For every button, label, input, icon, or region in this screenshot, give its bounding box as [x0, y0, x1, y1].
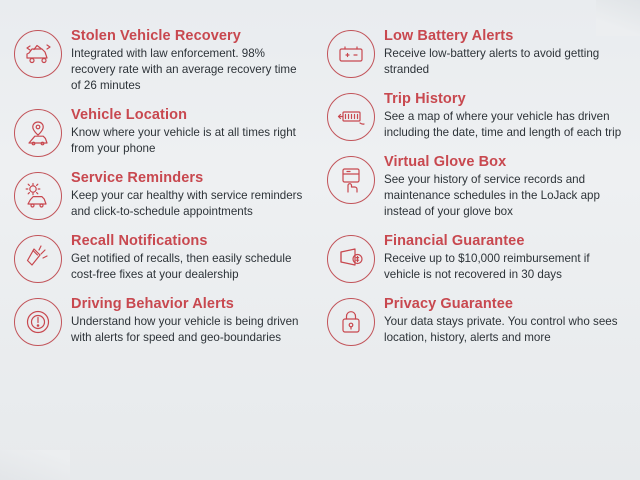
trip-history-icon [327, 93, 375, 141]
feature-vehicle-location [14, 107, 309, 157]
corner-highlight-top-right [596, 0, 640, 36]
feature-title: Low Battery Alerts [384, 28, 514, 44]
feature-title: Service Reminders [71, 169, 204, 186]
feature-title: Trip History [384, 91, 466, 107]
feature-description: Keep your car healthy with service reminders and click-to-schedule appointments [71, 188, 303, 218]
financial-guarantee-icon [327, 235, 375, 283]
feature-title: Vehicle Location [71, 106, 188, 123]
features-column-right [327, 28, 622, 452]
feature-description: Receive low-battery alerts to avoid getting stranded [384, 47, 600, 76]
feature-text [71, 296, 309, 346]
feature-description: Receive up to $10,000 reimbursement if vehicle is not recovered in 30 days [384, 251, 590, 281]
corner-highlight-bottom-left [0, 450, 70, 480]
feature-text [71, 170, 309, 220]
feature-text [384, 28, 622, 78]
feature-description: Know where your vehicle is at all times right from your phone [71, 125, 296, 155]
feature-trip-history [327, 91, 622, 141]
feature-virtual-glove-box [327, 154, 622, 220]
feature-financial-guarantee [327, 233, 622, 283]
virtual-glove-box-icon [327, 156, 375, 204]
feature-description: Get notified of recalls, then easily schedule cost-free fixes at your dealership [71, 251, 292, 281]
low-battery-alerts-icon [327, 30, 375, 78]
feature-description: See your history of service records and maintenance schedules in the LoJack app instead of your glove box [384, 173, 600, 218]
feature-privacy-guarantee [327, 296, 622, 346]
service-reminders-icon [14, 172, 62, 220]
feature-title: Recall Notifications [71, 232, 208, 249]
features-column-left [14, 28, 309, 452]
feature-text [71, 28, 309, 94]
feature-text [384, 91, 622, 141]
feature-text [71, 233, 309, 283]
feature-text [384, 296, 622, 346]
feature-recall-notifications [14, 233, 309, 283]
stolen-vehicle-recovery-icon [14, 30, 62, 78]
feature-stolen-vehicle-recovery [14, 28, 309, 94]
vehicle-location-icon [14, 109, 62, 157]
feature-text [71, 107, 309, 157]
feature-title: Stolen Vehicle Recovery [71, 28, 241, 44]
feature-title: Driving Behavior Alerts [71, 295, 234, 312]
privacy-guarantee-icon [327, 298, 375, 346]
recall-notifications-icon [14, 235, 62, 283]
feature-description: Understand how your vehicle is being driven with alerts for speed and geo-boundaries [71, 314, 299, 344]
feature-title: Virtual Glove Box [384, 154, 507, 170]
features-grid [14, 28, 622, 452]
feature-service-reminders [14, 170, 309, 220]
feature-low-battery-alerts [327, 28, 622, 78]
driving-behavior-alerts-icon [14, 298, 62, 346]
feature-description: Your data stays private. You control who sees location, history, alerts and more [384, 314, 618, 344]
feature-description: See a map of where your vehicle has driven including the date, time and length of each trip [384, 110, 622, 139]
feature-text [384, 154, 622, 220]
feature-text [384, 233, 622, 283]
feature-title: Financial Guarantee [384, 232, 525, 249]
feature-driving-behavior-alerts [14, 296, 309, 346]
feature-title: Privacy Guarantee [384, 295, 514, 312]
feature-description: Integrated with law enforcement. 98% recovery rate with an average recovery time of 26 minutes [71, 47, 297, 92]
